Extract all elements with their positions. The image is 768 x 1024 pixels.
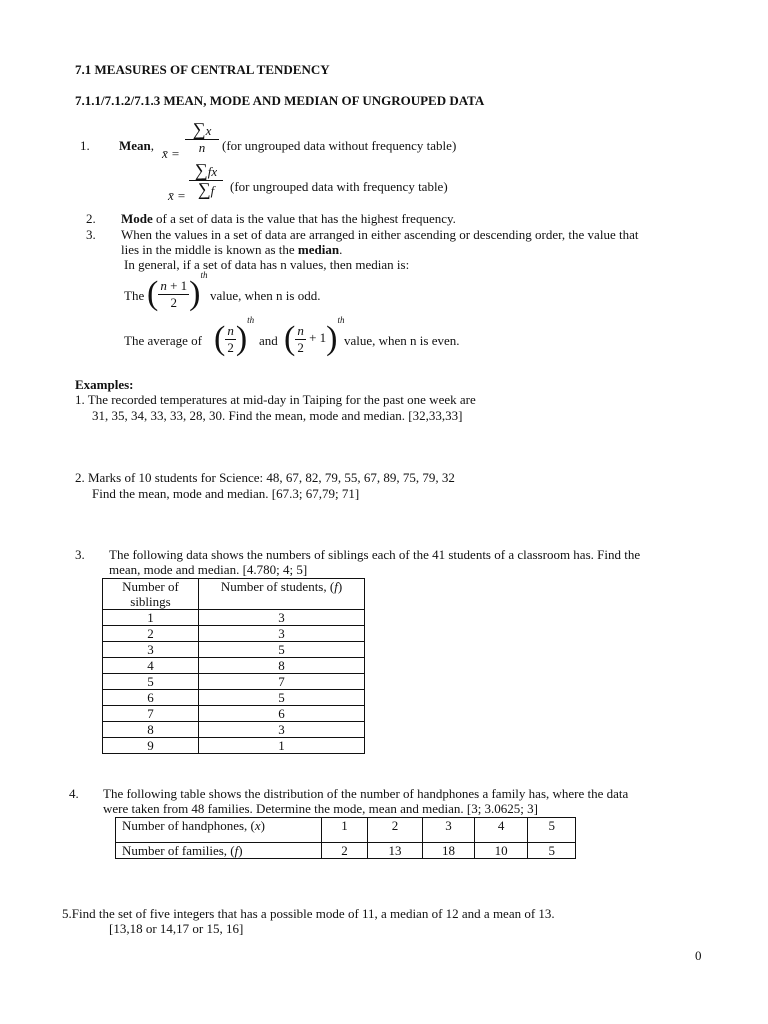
students-cell: 7 [199, 674, 365, 690]
example-3-line1: The following data shows the numbers of siblings each of the 41 students of a classroom has. Find the [109, 547, 641, 562]
table-header-row [103, 579, 365, 610]
table-row [103, 690, 365, 706]
mean-note-ungrouped: (for ungrouped data without frequency table) [222, 138, 457, 153]
example-2-line1: 2. Marks of 10 students for Science: 48, 67, 82, 79, 55, 67, 89, 75, 79, 32 [75, 470, 455, 485]
section-subtitle: 7.1.1/7.1.2/7.1.3 MEAN, MODE AND MEDIAN OF UNGROUPED DATA [75, 93, 485, 108]
median-even-formula-2: ( $\frac{n}{2}$ + 1)$^{th}$ [284, 315, 345, 357]
handphones-cell: 1 [322, 818, 368, 843]
students-cell: 6 [199, 706, 365, 722]
section-title: 7.1 MEASURES OF CENTRAL TENDENCY [75, 62, 330, 77]
median-even-and: and [259, 333, 278, 348]
example-2-line2: Find the mean, mode and median. [67.3; 67,79; 71] [92, 486, 360, 501]
mean-formula-ungrouped: x̄ = $\frac{\sum x}{n}$ [162, 121, 219, 156]
mean-label: Mean, [119, 138, 155, 153]
example-3-line2: mean, mode and median. [4.780; 4; 5] [109, 562, 308, 577]
median-definition-line1: When the values in a set of data are arranged in either ascending or descending order, the value that [121, 227, 639, 242]
mean-item-number: 1. [80, 138, 90, 153]
handphones-cell: 2 [367, 818, 422, 843]
example-4-line2: were taken from 48 families. Determine the mode, mean and median. [3; 3.0625; 3] [103, 801, 538, 816]
students-cell: 3 [199, 626, 365, 642]
table-row [116, 843, 576, 859]
col-header-siblings: Number of siblings [103, 579, 199, 610]
students-cell: 3 [199, 722, 365, 738]
mean-formula-frequency: x̄ = $\frac{\sum fx}{\sum f}$ [168, 162, 223, 199]
example-1-line1: 1. The recorded temperatures at mid-day in Taiping for the past one week are [75, 392, 476, 407]
siblings-cell: 8 [103, 722, 199, 738]
students-cell: 5 [199, 690, 365, 706]
families-cell: 2 [322, 843, 368, 859]
siblings-cell: 3 [103, 642, 199, 658]
families-cell: 18 [423, 843, 475, 859]
table-row [103, 674, 365, 690]
table-row [103, 706, 365, 722]
siblings-cell: 4 [103, 658, 199, 674]
siblings-cell: 6 [103, 690, 199, 706]
example-1-line2: 31, 35, 34, 33, 33, 28, 30. Find the mean, mode and median. [32,33,33] [92, 408, 463, 423]
handphones-table [115, 817, 576, 859]
siblings-cell: 1 [103, 610, 199, 626]
table-row [103, 642, 365, 658]
table-row [116, 818, 576, 843]
median-general-text: In general, if a set of data has n values, then median is: [124, 257, 410, 272]
table-row [103, 722, 365, 738]
families-cell: 10 [474, 843, 528, 859]
example-4-line1: The following table shows the distribution of the number of handphones a family has, where the data [103, 786, 629, 801]
students-cell: 3 [199, 610, 365, 626]
students-cell: 5 [199, 642, 365, 658]
families-cell: 13 [367, 843, 422, 859]
mean-note-frequency: (for ungrouped data with frequency table) [230, 179, 448, 194]
example-4-number: 4. [69, 786, 79, 801]
median-even-formula-1: ( $\frac{n}{2}$ )$^{th}$ [214, 315, 255, 357]
median-even-prefix: The average of [124, 333, 202, 348]
handphones-cell: 3 [423, 818, 475, 843]
handphones-cell: 5 [528, 818, 576, 843]
table-row [103, 738, 365, 754]
row-label-families: Number of families, (f) [116, 843, 322, 859]
table-row [103, 610, 365, 626]
row-label-handphones: Number of handphones, (x) [116, 818, 322, 843]
median-odd-prefix: The [124, 288, 145, 303]
col-header-students: Number of students, (f) [199, 579, 365, 610]
page-number: 0 [695, 948, 702, 963]
mode-definition: Mode of a set of data is the value that has the highest frequency. [121, 211, 456, 226]
siblings-cell: 7 [103, 706, 199, 722]
students-cell: 1 [199, 738, 365, 754]
median-definition-line2: lies in the middle is known as the median. [121, 242, 343, 257]
table-row [103, 626, 365, 642]
siblings-cell: 5 [103, 674, 199, 690]
example-3-number: 3. [75, 547, 85, 562]
siblings-cell: 2 [103, 626, 199, 642]
median-even-suffix: value, when n is even. [344, 333, 460, 348]
example-5-line2: [13,18 or 14,17 or 15, 16] [109, 921, 244, 936]
example-5-line1: 5.Find the set of five integers that has a possible mode of 11, a median of 12 and a mean of 13. [62, 906, 555, 921]
students-cell: 8 [199, 658, 365, 674]
families-cell: 5 [528, 843, 576, 859]
mode-item-number: 2. [86, 211, 96, 226]
median-odd-suffix: value, when n is odd. [210, 288, 321, 303]
handphones-cell: 4 [474, 818, 528, 843]
examples-heading: Examples: [75, 377, 134, 392]
siblings-cell: 9 [103, 738, 199, 754]
siblings-table [102, 578, 365, 754]
median-item-number: 3. [86, 227, 96, 242]
median-odd-formula: ( $\frac{n + 1}{2}$ )$^{th}$ [147, 270, 208, 312]
table-row [103, 658, 365, 674]
